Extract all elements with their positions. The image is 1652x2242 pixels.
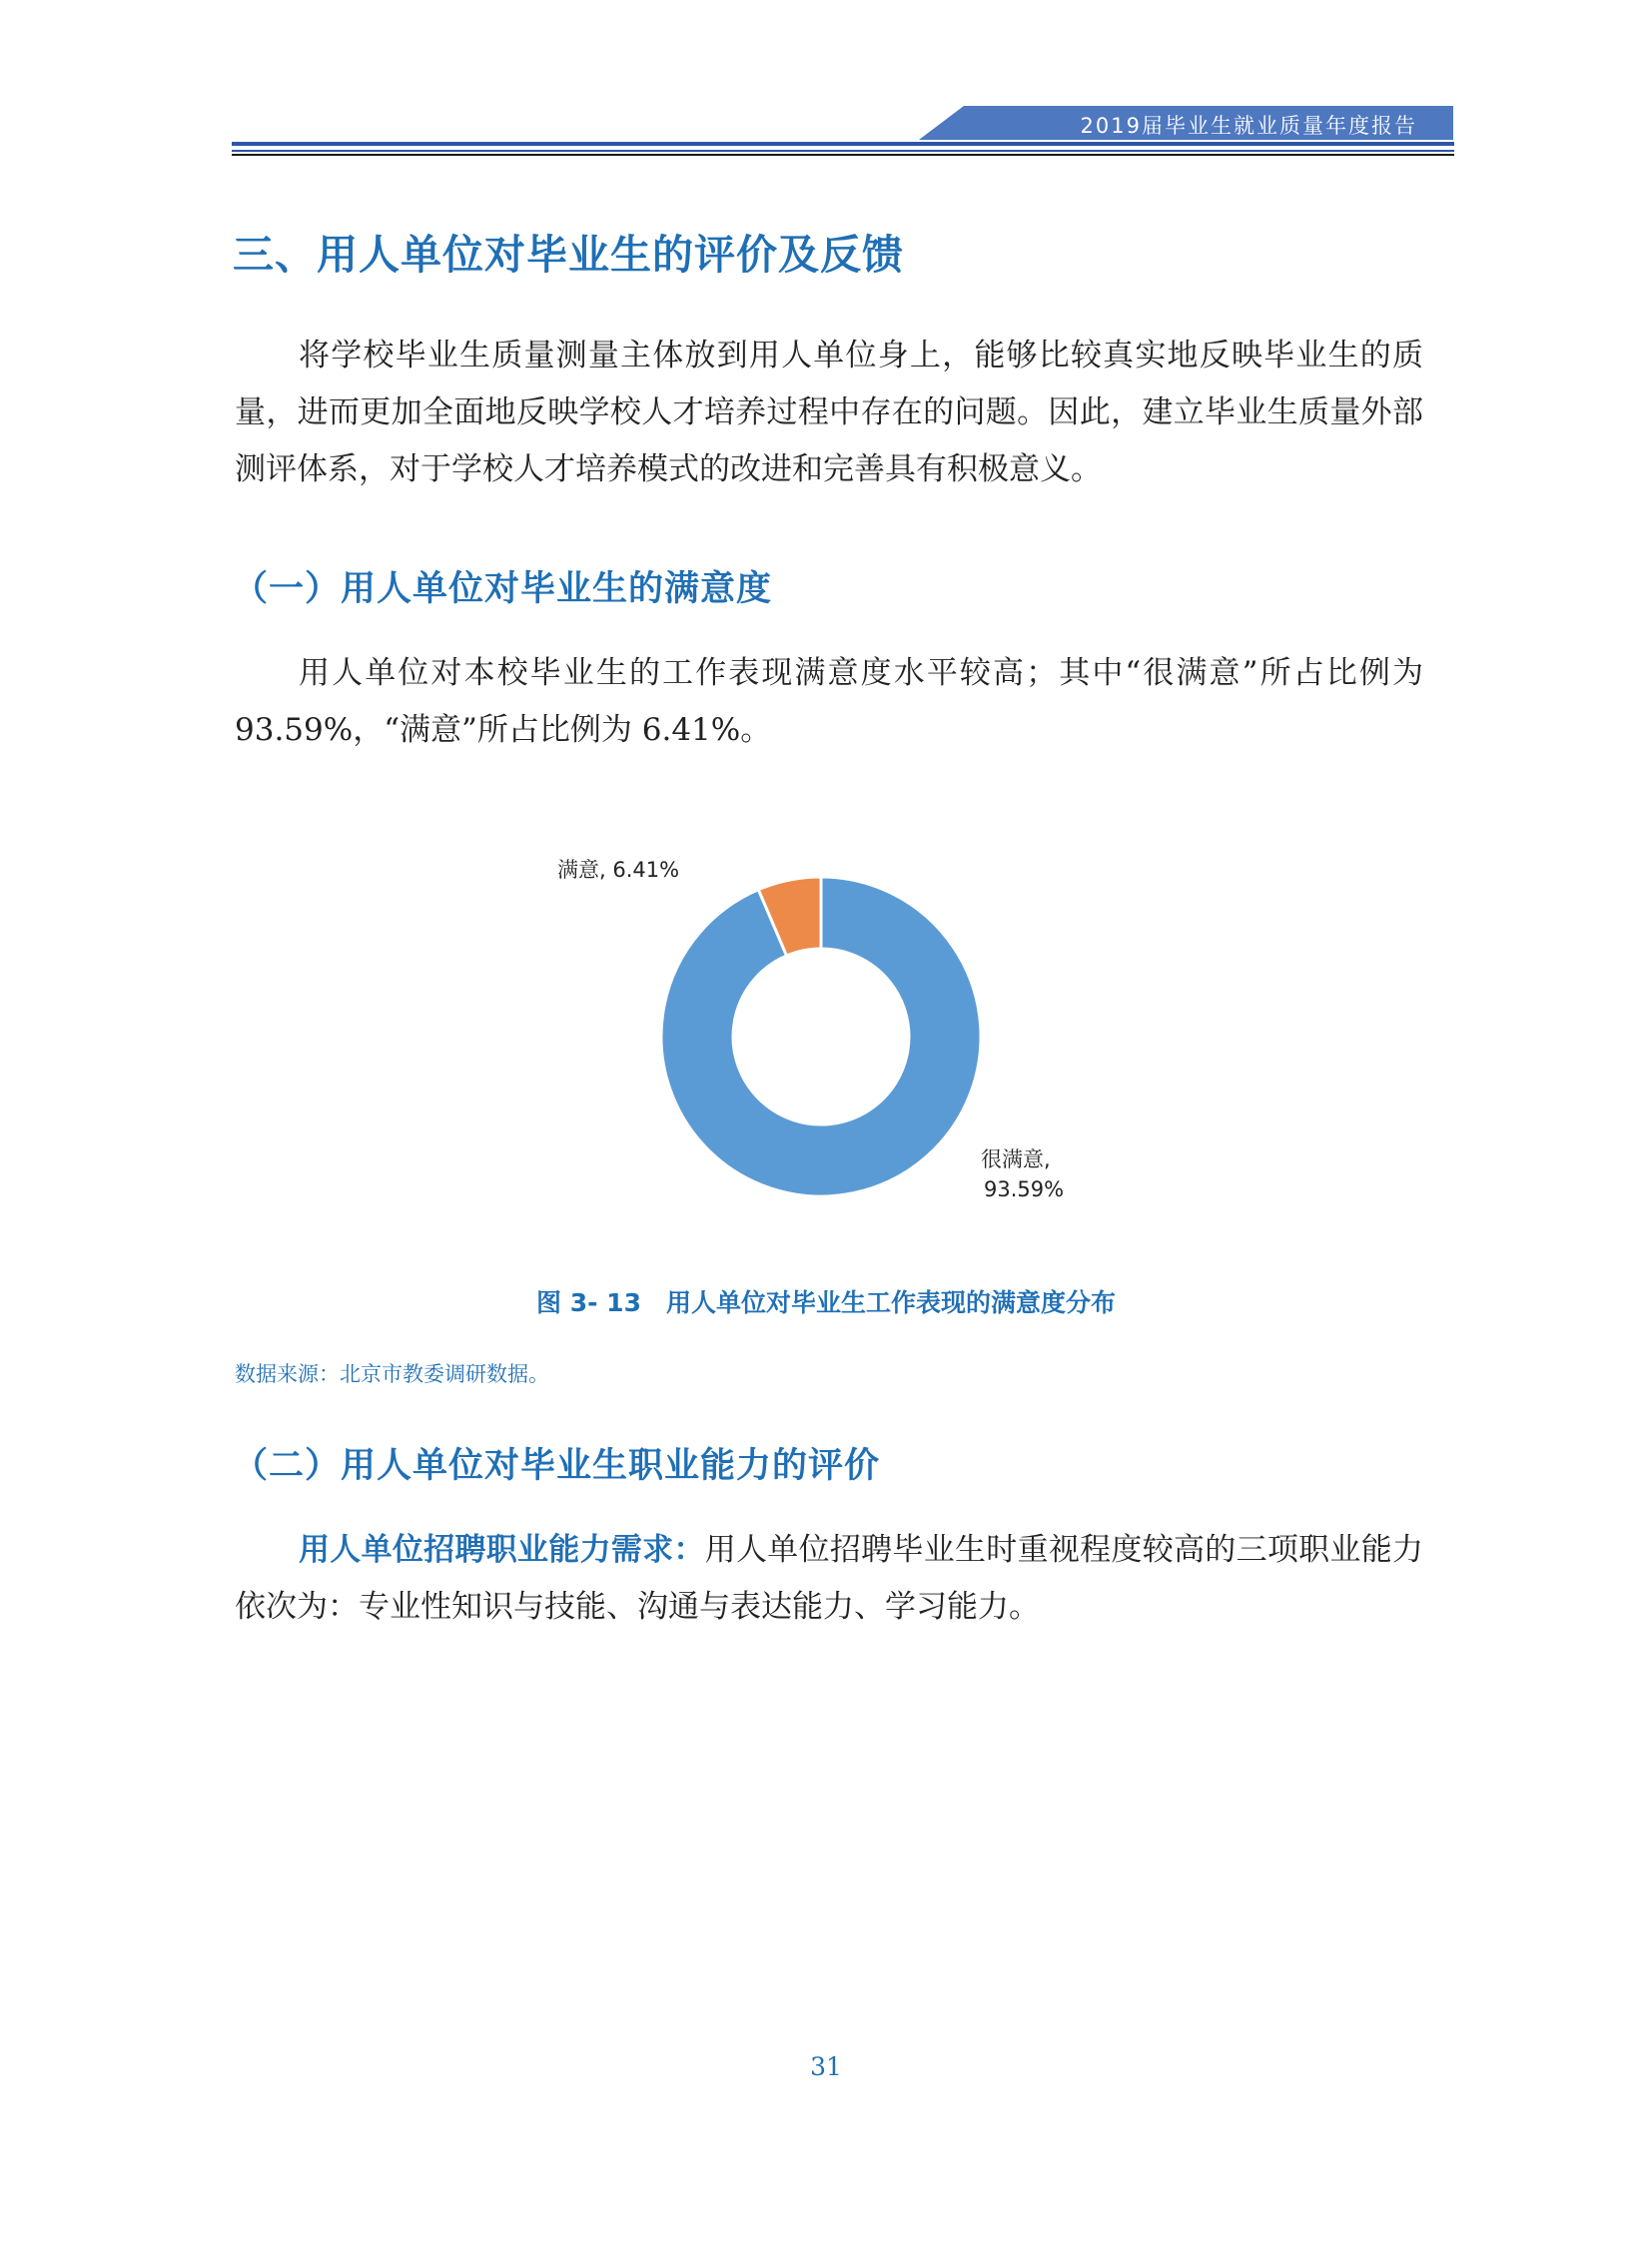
subsection-2-paragraph (235, 1522, 1423, 1636)
figure-caption: 图 3- 13 用人单位对毕业生工作表现的满意度分布 (536, 1288, 1116, 1317)
label-satisfied: 满意, 6.41% (557, 858, 680, 882)
label-very-satisfied-value: 93.59% (984, 1177, 1065, 1201)
satisfaction-donut-chart (519, 839, 1099, 1238)
subsection-2-title: （二）用人单位对毕业生职业能力的评价 (233, 1446, 881, 1486)
subsection-2-lead: 用人单位招聘职业能力需求： (299, 1532, 705, 1568)
subsection-1-paragraph: 用人单位对本校毕业生的工作表现满意度水平较高；其中“很满意”所占比例为 93.59%，“满意”所占比例为 6.41%。 (235, 655, 1423, 748)
label-very-satisfied-name: 很满意, (981, 1147, 1051, 1171)
subsection-2-body: 用人单位招聘毕业生时重视程度较高的三项职业能力依次为：专业性知识与技能、沟通与表达能力、学习能力。 (235, 1532, 1424, 1625)
slice-very-satisfied (661, 877, 981, 1196)
page-number: 31 (810, 2052, 842, 2081)
subsection-1-title: （一）用人单位对毕业生的满意度 (233, 569, 773, 609)
header-rule-black (232, 154, 1454, 156)
header-title: 2019届毕业生就业质量年度报告 (1080, 114, 1417, 138)
data-source: 数据来源：北京市教委调研数据。 (235, 1362, 549, 1386)
intro-paragraph: 将学校毕业生质量测量主体放到用人单位身上，能够比较真实地反映毕业生的质量，进而更加全面地反映学校人才培养过程中存在的问题。因此，建立毕业生质量外部测评体系，对于学校人才培养模式的改进和完善具有积极意义。 (235, 338, 1423, 487)
header-rule-thick (232, 142, 1454, 146)
section-title: 三、用人单位对毕业生的评价及反馈 (233, 231, 904, 279)
header-rule-thin (232, 150, 1454, 152)
